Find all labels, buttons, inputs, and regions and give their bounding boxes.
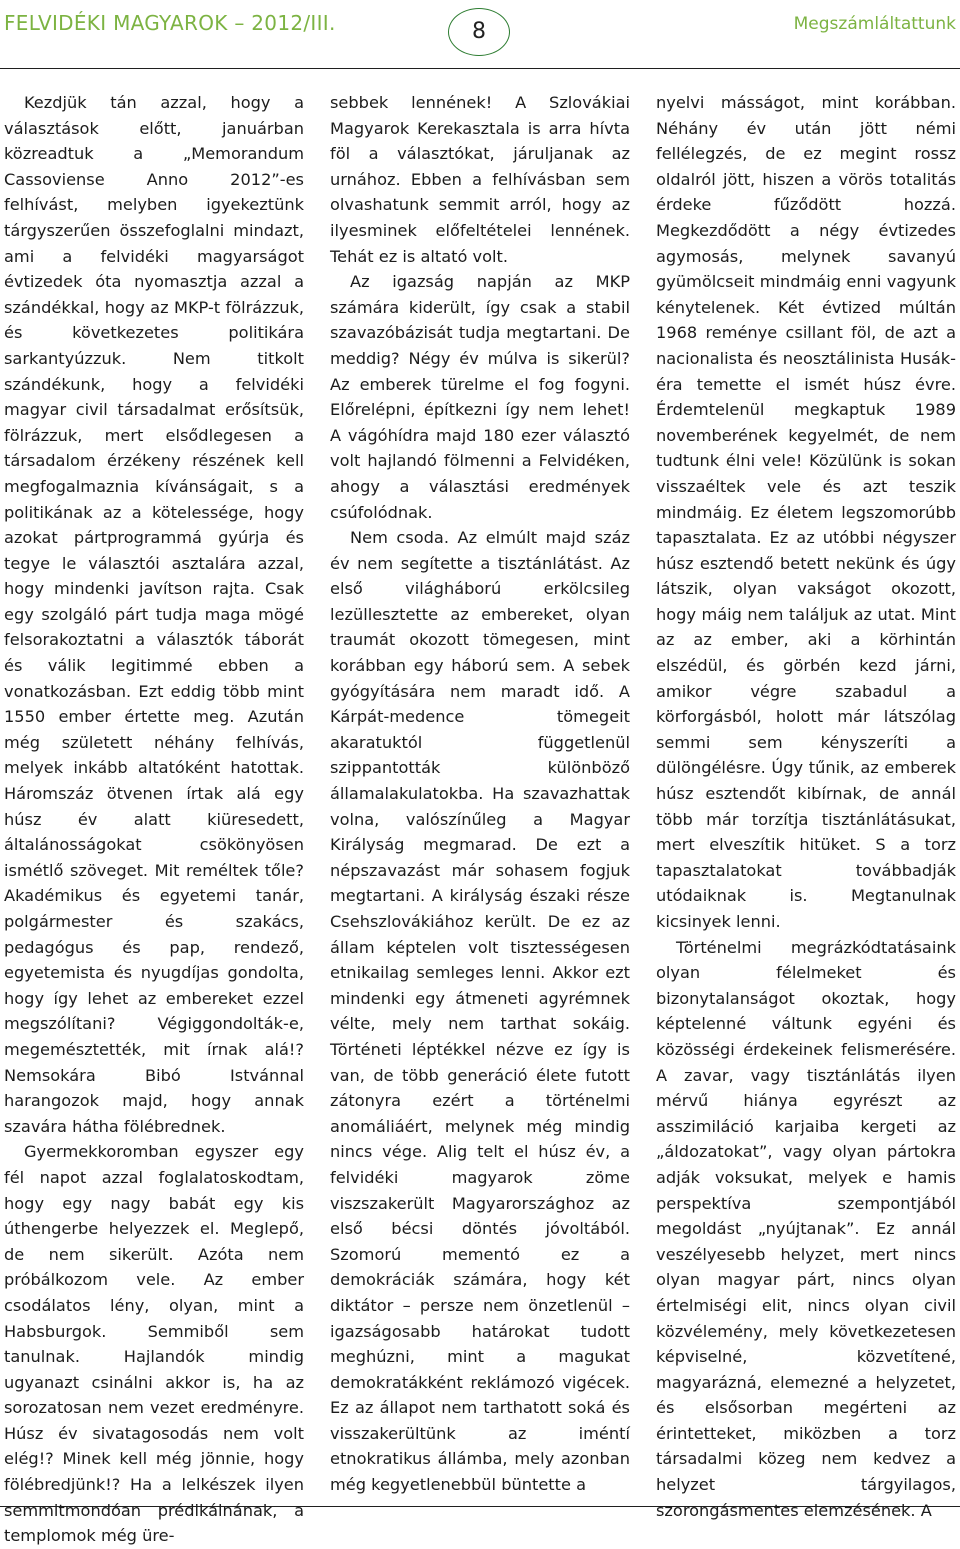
page-number-badge: 8 [448,8,510,56]
publication-title: FELVIDÉKI MAGYAROK – 2012/III. [4,11,336,35]
paragraph: Az igazság napján az MKP számára kiderült, így csak a stabil szavazóbázisát tudja megtartani. De meddig? Négy év múlva is sikerül? Az emberek türelme el fog fogyni. Előrelépni, építkezni így nem lehet! A vágóhídra majd 180 ezer választó volt hajlandó fölmenni a Felvidéken, ahogy a választási eredmények csúfolódnak. [330,272,630,522]
page-header [0,0,960,68]
paragraph: Kezdjük tán azzal, hogy a választások előtt, januárban közreadtuk a „Memorandum Cassoviense Anno 2012”-es felhívást, melyben igyekeztünk tárgyszerűen összefoglalni mindazt, ami a felvidéki magyarságot évtizedek óta nyomasztja azzal a szándékkal, hogy az MKP-t fölrázzuk, és következetes politikára sarkantyúzzuk. Nem titkolt szándékunk, hogy a felvidéki magyar civil társadalmat erősítsük, fölrázzuk, mert elsődlegesen a társadalom érzékeny részének kell megfogalmaznia kívánságait, s a politikának az a kötelessége, hogy azokat pártprogrammá gyúrja és tegye le választói asztalára azzal, hogy mindenki javítson rajta. Csak egy szolgáló párt tudja maga mögé felsorakoztatni a választók táborát és válik legitimmé ebben a vonatkozásban. Ezt eddig több mint 1550 ember értette meg. Azután még született néhány felhívás, melyek inkább altatóként hatottak. Háromszáz ötvenen írtak alá egy húsz év alatt kiüresedett, általánosságokat csökönyösen ismétlő szöveget. Mit reméltek tőle? Akadémikus és egyetemi tanár, polgármester és szakács, pedagógus és pap, rendező, egyetemista és nyugdíjas gondolta, hogy így lehet az embereket ezzel megszólítani? Végiggondolták-e, megemésztették, mit írnak alá!? Nemsokára Bibó Istvánnal harangozok majd, hogy annak szavára hátha fölébrednek. [4,93,304,1136]
header-divider [0,68,960,69]
paragraph: Történelmi megrázkódtatásaink olyan félelmeket és bizonytalanságot okoztak, hogy képtelenné váltunk egyéni és közösségi érdekeinek felismerésére. A zavar, vagy tisztánlátás ilyen mérvű hiánya egyrészt az asszimiláció karjaiba kergeti az „áldozatokat”, vagy olyan pártokra adják voksukat, melyek e hamis perspektíva szempontjából megoldást „nyújtanak”. Ez annál veszélyesebb helyzet, mert nincs olyan magyar párt, nincs olyan értelmiségi elit, nincs olyan civil közvélemény, mely következetesen képviselné, közvetítené, magyarázná, elemezné a helyzetet, és elsősorban megérteni az érintetteket, miközben a torz társadalmi közeg nem kedvez a helyzet tárgyilagos, szorongásmentes elemzésének. A [656,937,956,1520]
text-column-2 [330,90,630,1498]
paragraph: Gyermekkoromban egyszer egy fél napot azzal foglalatoskodtam, hogy egy nagy babát egy kis úthengerbe helyezzek el. Meglepő, de nem sikerült. Azóta nem próbálkozom vele. Az ember csodálatos lény, olyan, mint a Habsburgok. Semmiből sem tanulnak. Hajlandók mindig ugyanazt csinálni akkor is, ha az sorozatosan nem vezet eredményre. Húsz év sivatagosodás nem volt elég!? Minek kell még jönnie, hogy fölébredjünk!? Ha a lelkészek ilyen semmitmondóan prédikálnának, a templomok még üre- [4,1142,304,1546]
text-column-1 [4,90,304,1549]
paragraph: nyelvi másságot, mint korábban. Néhány év után jött némi fellélegzés, de ez megint rossz oldalról jött, hiszen a vörös totalitás érdeke fűződött hozzá. Megkezdődött a négy évtizedes agymosás, melynek savanyú gyümölcseit mindmáig enni vagyunk kénytelenek. Két évtized múltán 1968 reménye csillant föl, de azt a nacionalista és neosztálinista Husák-éra temette el ismét húsz évre. Érdemtelenül megkaptuk 1989 novemberének kegyelmét, de nem tudtunk élni vele! Közülünk is sokan visszaéltek vele és azt teszik mindmáig. Ez életem legszomorúbb tapasztalata. Ez az utóbbi négyszer húsz esztendő betett nekünk és úgy látszik, olyan vakságot okozott, hogy máig nem találjuk az utat. Mint az az ember, aki a körhintán elszédül, és görbén kezd járni, amikor végre szabadul a körforgásból, holott már látszólag semmi sem kényszeríti a dülöngélésre. Úgy tűnik, az emberek húsz esztendőt kibírnak, de annál több már torzítja tisztánlátásukat, mert elveszítik hitüket. S a torz tapasztalatokat továbbadják utódaiknak is. Megtanulnak kicsinyek lenni. [656,93,956,931]
footer-divider [0,1506,960,1507]
text-column-3 [656,90,956,1523]
paragraph: sebbek lennének! A Szlovákiai Magyarok Kerekasztala is arra hívta föl a választókat, járuljanak az urnához. Ebben a felhívásban sem olvashatunk semmit arról, hogy az ilyesminek előfeltételei lennének. Tehát ez is altató volt. [330,93,630,266]
section-title: Megszámláltattunk [793,14,956,34]
paragraph: Nem csoda. Az elmúlt majd száz év nem segítette a tisztánlátást. Az első világháború erkölcsileg lezüllesztette az embereket, olyan traumát okozott tömegesen, mint korábban egy háború sem. A sebek gyógyítására nem maradt idő. A Kárpát-medence tömegeit akaratuktól függetlenül szippantották különböző államalakulatokba. Ha szavazhattak volna, valószínűleg a Magyar Királyság megmarad. De ezt a népszavazást már sohasem fogjuk megtartani. A királyság északi része Csehszlovákiához került. De ez az állam képtelen volt tisztességesen etnikailag semleges lenni. Akkor ezt mindenki egy átmeneti agyrémnek vélte, mely nem tarthat sokáig. Történeti léptékkel nézve ez így is van, de több generáció élete futott zátonyra ezért a történelmi anomáliáért, melynek még mindig nincs vége. Alig telt el húsz év, a felvidéki magyarok zöme viszszakerült Magyarországhoz az első bécsi döntés jóvoltából. Szomorú mementó ez a demokráciák számára, hogy két diktátor – persze nem önzetlenül – igazságosabb határokat tudott meghúzni, mint a magukat demokratákként reklámozó vigécek. Ez az állapot nem tarthatott soká és visszakerültünk az iméntí etnokratikus állámba, mely azonban még kegyetlenebbül büntette a [330,528,630,1495]
